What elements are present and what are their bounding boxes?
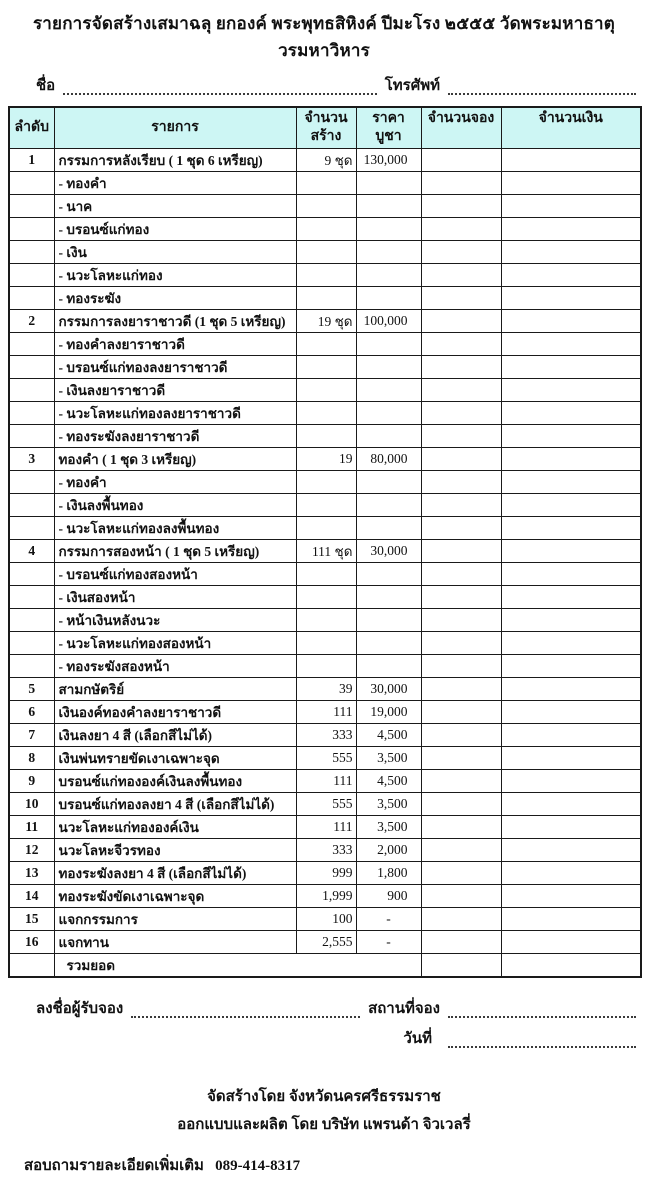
row-amount-cell bbox=[501, 424, 641, 447]
row-amount-cell bbox=[501, 148, 641, 171]
row-reserve-cell bbox=[421, 539, 501, 562]
row-qty-cell bbox=[296, 332, 356, 355]
row-item-cell: บรอนซ์แก่ทององค์เงินลงพื้นทอง bbox=[54, 769, 296, 792]
row-amount-cell bbox=[501, 769, 641, 792]
row-item-cell: - นวะโลหะแก่ทองลงยาราชาวดี bbox=[54, 401, 296, 424]
row-amount-cell bbox=[501, 493, 641, 516]
row-price-cell bbox=[356, 608, 421, 631]
table-row bbox=[9, 631, 641, 654]
row-amount-cell bbox=[501, 332, 641, 355]
row-price-cell bbox=[356, 631, 421, 654]
row-reserve-cell bbox=[421, 470, 501, 493]
row-reserve-cell bbox=[421, 194, 501, 217]
table-row bbox=[9, 539, 641, 562]
row-qty-cell bbox=[296, 217, 356, 240]
row-reserve-cell bbox=[421, 562, 501, 585]
row-price-cell: 2,000 bbox=[356, 838, 421, 861]
row-qty-cell bbox=[296, 516, 356, 539]
row-amount-cell bbox=[501, 194, 641, 217]
col-header-1: รายการ bbox=[54, 107, 296, 148]
row-qty-cell bbox=[296, 631, 356, 654]
row-no-cell: 7 bbox=[9, 723, 54, 746]
row-reserve-cell bbox=[421, 148, 501, 171]
date-field bbox=[448, 1032, 636, 1048]
row-item-cell: - นวะโลหะแก่ทองลงพื้นทอง bbox=[54, 516, 296, 539]
table-row bbox=[9, 263, 641, 286]
row-no-cell bbox=[9, 654, 54, 677]
row-no-cell bbox=[9, 631, 54, 654]
row-no-cell: 10 bbox=[9, 792, 54, 815]
row-no-cell bbox=[9, 585, 54, 608]
row-qty-cell bbox=[296, 194, 356, 217]
row-no-cell: 2 bbox=[9, 309, 54, 332]
row-no-cell: 6 bbox=[9, 700, 54, 723]
row-amount-cell bbox=[501, 217, 641, 240]
row-item-cell: ทองคำ ( 1 ชุด 3 เหรียญ) bbox=[54, 447, 296, 470]
row-price-cell bbox=[356, 493, 421, 516]
row-price-cell: 30,000 bbox=[356, 677, 421, 700]
row-reserve-cell bbox=[421, 355, 501, 378]
row-qty-cell bbox=[296, 355, 356, 378]
col-header-3: ราคา บูชา bbox=[356, 107, 421, 148]
row-qty-cell: 111 bbox=[296, 700, 356, 723]
row-reserve-cell bbox=[421, 884, 501, 907]
table-row bbox=[9, 217, 641, 240]
row-amount-cell bbox=[501, 746, 641, 769]
date-line bbox=[0, 1026, 636, 1050]
table-row bbox=[9, 424, 641, 447]
row-amount-cell bbox=[501, 677, 641, 700]
row-amount-cell bbox=[501, 171, 641, 194]
table-row bbox=[9, 838, 641, 861]
phone-field bbox=[448, 79, 636, 95]
row-price-cell bbox=[356, 332, 421, 355]
row-no-cell bbox=[9, 240, 54, 263]
row-qty-cell: 100 bbox=[296, 907, 356, 930]
row-qty-cell: 555 bbox=[296, 746, 356, 769]
table-row bbox=[9, 815, 641, 838]
row-no-cell bbox=[9, 608, 54, 631]
row-qty-cell bbox=[296, 401, 356, 424]
row-price-cell: 130,000 bbox=[356, 148, 421, 171]
row-price-cell: - bbox=[356, 907, 421, 930]
row-price-cell bbox=[356, 424, 421, 447]
contact-label: สอบถามรายละเอียดเพิ่มเติม bbox=[24, 1157, 204, 1174]
table-row bbox=[9, 861, 641, 884]
table-row bbox=[9, 769, 641, 792]
row-reserve-cell bbox=[421, 217, 501, 240]
table-row bbox=[9, 309, 641, 332]
row-qty-cell: 333 bbox=[296, 838, 356, 861]
row-no-cell bbox=[9, 355, 54, 378]
row-item-cell: - ทองระฆังลงยาราชาวดี bbox=[54, 424, 296, 447]
table-row bbox=[9, 562, 641, 585]
row-qty-cell: 333 bbox=[296, 723, 356, 746]
name-phone-line bbox=[36, 73, 636, 97]
row-reserve-cell bbox=[421, 815, 501, 838]
row-amount-cell bbox=[501, 516, 641, 539]
row-price-cell: 19,000 bbox=[356, 700, 421, 723]
row-item-cell: - ทองคำ bbox=[54, 470, 296, 493]
row-price-cell bbox=[356, 516, 421, 539]
row-qty-cell: 39 bbox=[296, 677, 356, 700]
name-field bbox=[63, 79, 376, 95]
row-price-cell bbox=[356, 654, 421, 677]
row-price-cell bbox=[356, 286, 421, 309]
row-qty-cell: 19 bbox=[296, 447, 356, 470]
row-amount-cell bbox=[501, 309, 641, 332]
total-reserve-cell bbox=[421, 953, 501, 977]
row-no-cell bbox=[9, 286, 54, 309]
row-item-cell: เงินองค์ทองคำลงยาราชาวดี bbox=[54, 700, 296, 723]
row-price-cell: 100,000 bbox=[356, 309, 421, 332]
row-item-cell: แจกกรรมการ bbox=[54, 907, 296, 930]
row-item-cell: - เงินลงพื้นทอง bbox=[54, 493, 296, 516]
sign-field bbox=[131, 1002, 360, 1018]
row-price-cell bbox=[356, 194, 421, 217]
row-item-cell: แจกทาน bbox=[54, 930, 296, 953]
table-row bbox=[9, 792, 641, 815]
row-price-cell bbox=[356, 401, 421, 424]
row-qty-cell bbox=[296, 585, 356, 608]
table-row bbox=[9, 286, 641, 309]
row-no-cell bbox=[9, 516, 54, 539]
row-qty-cell: 9 ชุด bbox=[296, 148, 356, 171]
row-price-cell: 3,500 bbox=[356, 746, 421, 769]
total-row bbox=[9, 953, 641, 977]
row-item-cell: สามกษัตริย์ bbox=[54, 677, 296, 700]
row-no-cell bbox=[9, 378, 54, 401]
row-amount-cell bbox=[501, 861, 641, 884]
row-no-cell: 9 bbox=[9, 769, 54, 792]
row-no-cell: 1 bbox=[9, 148, 54, 171]
row-amount-cell bbox=[501, 654, 641, 677]
row-no-cell bbox=[9, 171, 54, 194]
row-amount-cell bbox=[501, 700, 641, 723]
row-qty-cell bbox=[296, 608, 356, 631]
row-item-cell: - ทองระฆัง bbox=[54, 286, 296, 309]
order-table bbox=[8, 106, 642, 978]
row-amount-cell bbox=[501, 838, 641, 861]
table-row bbox=[9, 148, 641, 171]
row-qty-cell bbox=[296, 470, 356, 493]
row-reserve-cell bbox=[421, 516, 501, 539]
row-qty-cell: 555 bbox=[296, 792, 356, 815]
row-qty-cell bbox=[296, 654, 356, 677]
row-reserve-cell bbox=[421, 332, 501, 355]
row-price-cell: 1,800 bbox=[356, 861, 421, 884]
contact-phone: 089-414-8317 bbox=[215, 1157, 301, 1174]
row-reserve-cell bbox=[421, 677, 501, 700]
row-qty-cell: 111 bbox=[296, 769, 356, 792]
table-row bbox=[9, 907, 641, 930]
row-amount-cell bbox=[501, 792, 641, 815]
row-item-cell: - เงินสองหน้า bbox=[54, 585, 296, 608]
row-reserve-cell bbox=[421, 171, 501, 194]
row-item-cell: - นวะโลหะแก่ทอง bbox=[54, 263, 296, 286]
row-item-cell: - เงิน bbox=[54, 240, 296, 263]
row-qty-cell: 111 bbox=[296, 815, 356, 838]
row-reserve-cell bbox=[421, 631, 501, 654]
row-no-cell: 8 bbox=[9, 746, 54, 769]
row-price-cell: 3,500 bbox=[356, 815, 421, 838]
row-price-cell bbox=[356, 171, 421, 194]
table-row bbox=[9, 447, 641, 470]
row-amount-cell bbox=[501, 378, 641, 401]
table-row bbox=[9, 884, 641, 907]
row-amount-cell bbox=[501, 240, 641, 263]
row-qty-cell: 2,555 bbox=[296, 930, 356, 953]
row-item-cell: - นาค bbox=[54, 194, 296, 217]
row-amount-cell bbox=[501, 884, 641, 907]
row-no-cell: 12 bbox=[9, 838, 54, 861]
row-no-cell bbox=[9, 332, 54, 355]
table-row bbox=[9, 332, 641, 355]
row-reserve-cell bbox=[421, 424, 501, 447]
row-reserve-cell bbox=[421, 723, 501, 746]
row-amount-cell bbox=[501, 585, 641, 608]
row-price-cell bbox=[356, 217, 421, 240]
table-row bbox=[9, 493, 641, 516]
sign-place-line bbox=[36, 996, 636, 1020]
row-price-cell bbox=[356, 585, 421, 608]
col-header-0: ลำดับ bbox=[9, 107, 54, 148]
date-label: วันที่ bbox=[403, 1030, 432, 1047]
row-reserve-cell bbox=[421, 746, 501, 769]
total-label-cell: รวมยอด bbox=[54, 953, 421, 977]
row-amount-cell bbox=[501, 608, 641, 631]
place-field bbox=[448, 1002, 636, 1018]
table-row bbox=[9, 677, 641, 700]
row-reserve-cell bbox=[421, 378, 501, 401]
row-item-cell: กรรมการสองหน้า ( 1 ชุด 5 เหรียญ) bbox=[54, 539, 296, 562]
row-item-cell: เงินพ่นทรายขัดเงาเฉพาะจุด bbox=[54, 746, 296, 769]
row-qty-cell bbox=[296, 424, 356, 447]
row-amount-cell bbox=[501, 539, 641, 562]
row-item-cell: นวะโลหะแก่ทององค์เงิน bbox=[54, 815, 296, 838]
table-row bbox=[9, 585, 641, 608]
order-table-header bbox=[9, 107, 641, 148]
made-by-line: จัดสร้างโดย จังหวัดนครศรีธรรมราช bbox=[207, 1088, 441, 1105]
row-no-cell bbox=[9, 217, 54, 240]
row-amount-cell bbox=[501, 815, 641, 838]
row-item-cell: - บรอนซ์แก่ทองสองหน้า bbox=[54, 562, 296, 585]
table-row bbox=[9, 516, 641, 539]
row-price-cell bbox=[356, 263, 421, 286]
row-no-cell bbox=[9, 401, 54, 424]
signature-block bbox=[0, 996, 648, 1050]
row-price-cell: 4,500 bbox=[356, 723, 421, 746]
row-reserve-cell bbox=[421, 585, 501, 608]
row-qty-cell: 999 bbox=[296, 861, 356, 884]
row-amount-cell bbox=[501, 447, 641, 470]
total-amount-cell bbox=[501, 953, 641, 977]
row-qty-cell bbox=[296, 171, 356, 194]
row-item-cell: ทองระฆังขัดเงาเฉพาะจุด bbox=[54, 884, 296, 907]
row-qty-cell bbox=[296, 286, 356, 309]
row-price-cell bbox=[356, 355, 421, 378]
row-amount-cell bbox=[501, 723, 641, 746]
row-no-cell: 13 bbox=[9, 861, 54, 884]
row-item-cell: กรรมการลงยาราชาวดี (1 ชุด 5 เหรียญ) bbox=[54, 309, 296, 332]
row-no-cell bbox=[9, 493, 54, 516]
table-row bbox=[9, 171, 641, 194]
row-amount-cell bbox=[501, 470, 641, 493]
row-item-cell: - นวะโลหะแก่ทองสองหน้า bbox=[54, 631, 296, 654]
row-reserve-cell bbox=[421, 930, 501, 953]
row-qty-cell bbox=[296, 378, 356, 401]
row-reserve-cell bbox=[421, 769, 501, 792]
col-header-5: จำนวนเงิน bbox=[501, 107, 641, 148]
row-amount-cell bbox=[501, 562, 641, 585]
row-price-cell: 80,000 bbox=[356, 447, 421, 470]
row-item-cell: - หน้าเงินหลังนวะ bbox=[54, 608, 296, 631]
row-no-cell bbox=[9, 194, 54, 217]
col-header-4: จำนวนจอง bbox=[421, 107, 501, 148]
row-amount-cell bbox=[501, 930, 641, 953]
row-no-cell: 15 bbox=[9, 907, 54, 930]
table-row bbox=[9, 378, 641, 401]
table-row bbox=[9, 723, 641, 746]
row-item-cell: - บรอนซ์แก่ทองลงยาราชาวดี bbox=[54, 355, 296, 378]
row-reserve-cell bbox=[421, 792, 501, 815]
row-reserve-cell bbox=[421, 493, 501, 516]
designed-by-line: ออกแบบและผลิต โดย บริษัท แพรนด้า จิวเวลรี่ bbox=[177, 1116, 471, 1133]
row-amount-cell bbox=[501, 286, 641, 309]
row-amount-cell bbox=[501, 263, 641, 286]
row-amount-cell bbox=[501, 907, 641, 930]
row-reserve-cell bbox=[421, 447, 501, 470]
total-no-cell bbox=[9, 953, 54, 977]
row-price-cell bbox=[356, 470, 421, 493]
row-price-cell bbox=[356, 378, 421, 401]
row-qty-cell: 1,999 bbox=[296, 884, 356, 907]
row-qty-cell bbox=[296, 493, 356, 516]
row-reserve-cell bbox=[421, 401, 501, 424]
row-reserve-cell bbox=[421, 608, 501, 631]
row-item-cell: - บรอนซ์แก่ทอง bbox=[54, 217, 296, 240]
table-row bbox=[9, 401, 641, 424]
row-item-cell: - เงินลงยาราชาวดี bbox=[54, 378, 296, 401]
row-amount-cell bbox=[501, 355, 641, 378]
row-item-cell: - ทองระฆังสองหน้า bbox=[54, 654, 296, 677]
row-reserve-cell bbox=[421, 309, 501, 332]
table-row bbox=[9, 930, 641, 953]
page-title: รายการจัดสร้างเสมาฉลุ ยกองค์ พระพุทธสิหิงค์ ปีมะโรง ๒๕๕๕ วัดพระมหาธาตุวรมหาวิหาร bbox=[32, 14, 616, 60]
row-no-cell bbox=[9, 263, 54, 286]
table-row bbox=[9, 355, 641, 378]
table-row bbox=[9, 240, 641, 263]
row-price-cell: 30,000 bbox=[356, 539, 421, 562]
contact-line bbox=[24, 1153, 648, 1177]
row-amount-cell bbox=[501, 401, 641, 424]
row-item-cell: นวะโลหะจีวรทอง bbox=[54, 838, 296, 861]
phone-label: โทรศัพท์ bbox=[384, 78, 440, 94]
row-qty-cell: 111 ชุด bbox=[296, 539, 356, 562]
row-qty-cell bbox=[296, 562, 356, 585]
row-qty-cell: 19 ชุด bbox=[296, 309, 356, 332]
row-price-cell: 3,500 bbox=[356, 792, 421, 815]
row-reserve-cell bbox=[421, 838, 501, 861]
row-no-cell: 3 bbox=[9, 447, 54, 470]
row-reserve-cell bbox=[421, 907, 501, 930]
row-qty-cell bbox=[296, 240, 356, 263]
row-reserve-cell bbox=[421, 654, 501, 677]
row-no-cell: 14 bbox=[9, 884, 54, 907]
row-no-cell: 16 bbox=[9, 930, 54, 953]
table-row bbox=[9, 654, 641, 677]
row-item-cell: เงินลงยา 4 สี (เลือกสีไม่ได้) bbox=[54, 723, 296, 746]
table-row bbox=[9, 608, 641, 631]
row-no-cell: 5 bbox=[9, 677, 54, 700]
row-price-cell: 900 bbox=[356, 884, 421, 907]
table-row bbox=[9, 470, 641, 493]
row-reserve-cell bbox=[421, 286, 501, 309]
row-item-cell: บรอนซ์แก่ทองลงยา 4 สี (เลือกสีไม่ได้) bbox=[54, 792, 296, 815]
col-header-2: จำนวน สร้าง bbox=[296, 107, 356, 148]
row-item-cell: ทองระฆังลงยา 4 สี (เลือกสีไม่ได้) bbox=[54, 861, 296, 884]
row-item-cell: กรรมการหลังเรียบ ( 1 ชุด 6 เหรียญ) bbox=[54, 148, 296, 171]
row-reserve-cell bbox=[421, 861, 501, 884]
row-no-cell: 4 bbox=[9, 539, 54, 562]
order-table-body bbox=[9, 148, 641, 977]
row-price-cell: 4,500 bbox=[356, 769, 421, 792]
row-no-cell: 11 bbox=[9, 815, 54, 838]
row-no-cell bbox=[9, 424, 54, 447]
name-label: ชื่อ bbox=[36, 78, 56, 94]
row-amount-cell bbox=[501, 631, 641, 654]
row-reserve-cell bbox=[421, 240, 501, 263]
row-qty-cell bbox=[296, 263, 356, 286]
row-reserve-cell bbox=[421, 700, 501, 723]
row-price-cell bbox=[356, 562, 421, 585]
row-no-cell bbox=[9, 470, 54, 493]
row-item-cell: - ทองคำ bbox=[54, 171, 296, 194]
table-row bbox=[9, 700, 641, 723]
row-item-cell: - ทองคำลงยาราชาวดี bbox=[54, 332, 296, 355]
sign-label: ลงชื่อผู้รับจอง bbox=[36, 1000, 124, 1017]
row-price-cell: - bbox=[356, 930, 421, 953]
table-row bbox=[9, 194, 641, 217]
row-no-cell bbox=[9, 562, 54, 585]
table-row bbox=[9, 746, 641, 769]
row-reserve-cell bbox=[421, 263, 501, 286]
row-price-cell bbox=[356, 240, 421, 263]
place-label: สถานที่จอง bbox=[368, 1000, 440, 1017]
